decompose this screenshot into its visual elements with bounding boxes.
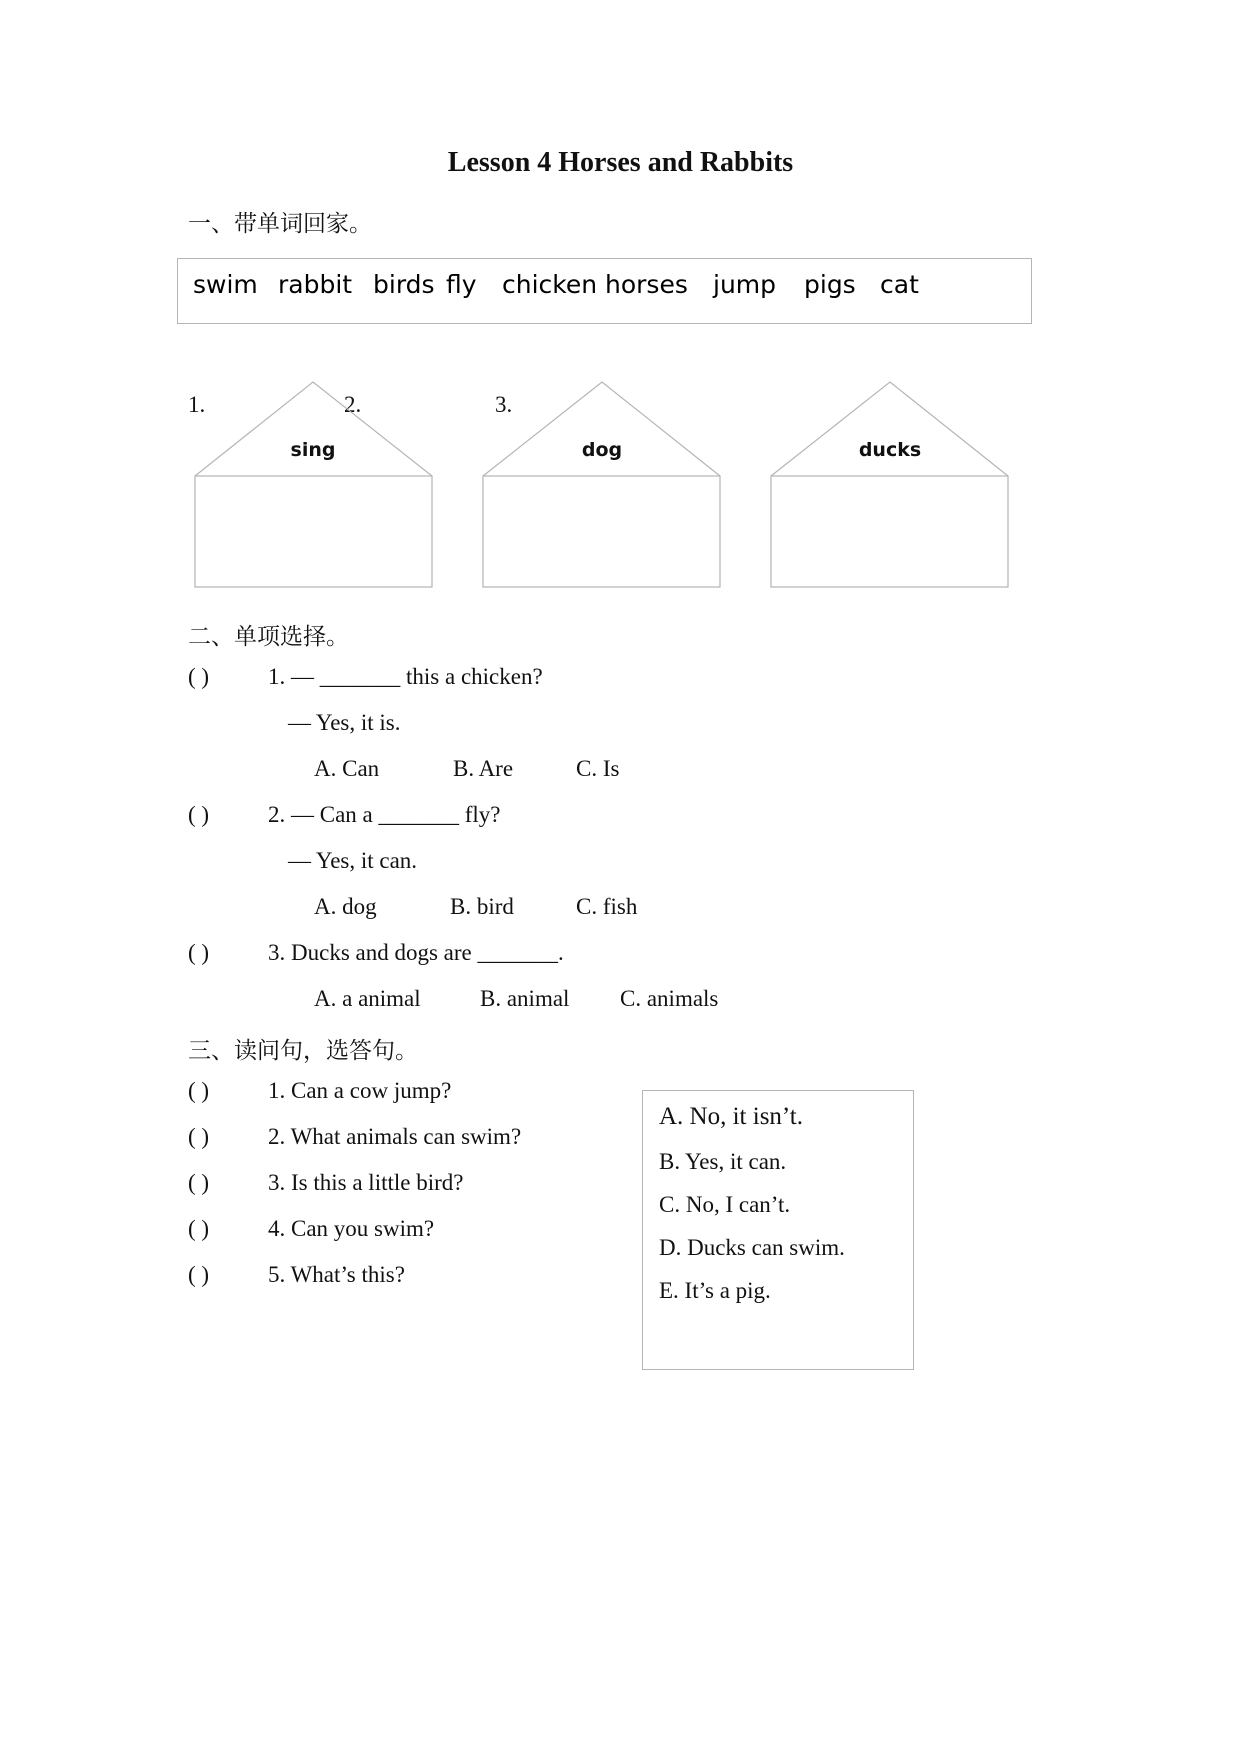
house-roof	[483, 382, 720, 476]
option: A. Can	[314, 756, 380, 781]
option: B. bird	[450, 894, 514, 919]
option: C. fish	[576, 894, 638, 919]
question-reply: — Yes, it can.	[288, 848, 418, 873]
question-reply: — Yes, it is.	[288, 710, 401, 735]
answer-option: C. No, I can’t.	[659, 1192, 791, 1217]
answer-bracket: ( )	[188, 664, 210, 689]
answer-bracket: ( )	[188, 1262, 210, 1287]
answer-bracket: ( )	[188, 940, 210, 965]
word-bank-item: pigs	[804, 270, 856, 299]
answer-bracket: ( )	[188, 1124, 210, 1149]
word-bank-item: jump	[713, 270, 777, 299]
word-bank-item: horses	[605, 270, 688, 299]
question-stem: 1. — _______ this a chicken?	[268, 664, 543, 689]
question-stem: 3. Ducks and dogs are _______.	[268, 940, 564, 965]
option: C. Is	[576, 756, 620, 781]
answer-option: D. Ducks can swim.	[659, 1235, 845, 1260]
house-roof	[771, 382, 1008, 476]
word-bank-item: rabbit	[278, 270, 353, 299]
answer-option: E. It’s a pig.	[659, 1278, 771, 1303]
house-roof-word: ducks	[858, 439, 922, 461]
option: A. dog	[314, 894, 377, 919]
houses-drawing	[0, 0, 1241, 600]
section3-heading: 三、读问句，选答句。	[188, 1038, 418, 1064]
house-body	[195, 476, 432, 587]
option: A. a animal	[314, 986, 421, 1011]
house-body	[771, 476, 1008, 587]
section1-heading: 一、带单词回家。	[188, 211, 372, 237]
match-question: 2. What animals can swim?	[268, 1124, 522, 1149]
question-stem: 2. — Can a _______ fly?	[268, 802, 501, 827]
house-number: 2.	[344, 392, 362, 417]
match-question: 3. Is this a little bird?	[268, 1170, 464, 1195]
answer-bracket: ( )	[188, 1170, 210, 1195]
answer-bracket: ( )	[188, 1078, 210, 1103]
word-bank-item: cat	[880, 270, 919, 299]
section2-heading: 二、单项选择。	[188, 624, 349, 650]
option: B. animal	[480, 986, 570, 1011]
match-question: 5. What’s this?	[268, 1262, 405, 1287]
house-roof-word: sing	[290, 439, 336, 461]
word-bank-item: fly	[446, 270, 477, 299]
house-body	[483, 476, 720, 587]
option: B. Are	[453, 756, 514, 781]
answer-options-box	[642, 1090, 914, 1370]
answer-bracket: ( )	[188, 1216, 210, 1241]
match-question: 4. Can you swim?	[268, 1216, 435, 1241]
page-title: Lesson 4 Horses and Rabbits	[447, 147, 794, 178]
answer-option: A. No, it isn’t.	[659, 1103, 803, 1130]
word-bank-item: birds	[373, 270, 435, 299]
word-bank-item: chicken	[502, 270, 598, 299]
option: C. animals	[620, 986, 719, 1011]
house-number: 3.	[495, 392, 513, 417]
house-roof	[195, 382, 432, 476]
house-number: 1.	[188, 392, 206, 417]
house-roof-word: dog	[581, 439, 623, 461]
match-question: 1. Can a cow jump?	[268, 1078, 452, 1103]
answer-option: B. Yes, it can.	[659, 1149, 787, 1174]
answer-bracket: ( )	[188, 802, 210, 827]
word-bank-item: swim	[193, 270, 258, 299]
